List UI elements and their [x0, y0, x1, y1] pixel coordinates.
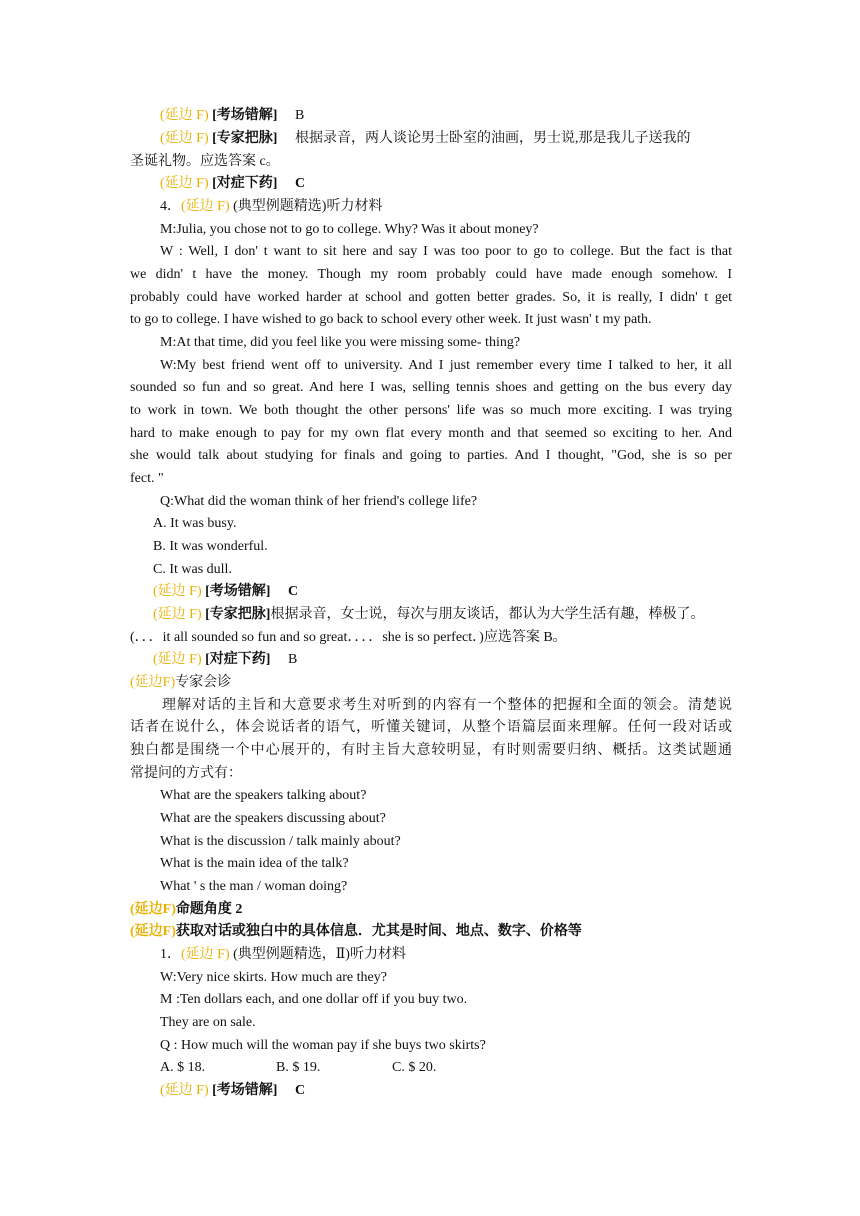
source-tag: (延边 F) — [160, 108, 209, 123]
section-title: 专家会诊 — [175, 675, 232, 690]
paragraph-line: 常提问的方式有： — [130, 766, 242, 781]
option-a: A. $ 18. — [160, 1060, 206, 1075]
dialogue-line: we didn' t have the money. Though my room probably could have made enough somehow. I — [130, 267, 732, 282]
analysis-continuation: 圣诞礼物。应选答案 c。 — [130, 154, 280, 169]
source-tag: (延边F) — [130, 675, 176, 690]
section-title: 命题角度 2 — [175, 902, 243, 917]
dialogue-line: M:Julia, you chose not to go to college. Why? Was it about money? — [160, 222, 539, 237]
dialogue-line: W:Very nice skirts. How much are they? — [160, 970, 387, 985]
answer-text: B — [294, 108, 305, 123]
answer-text: C — [294, 1083, 306, 1098]
options-row — [160, 1057, 732, 1080]
example-question: What are the speakers discussing about? — [160, 811, 386, 826]
option-c: C. It was dull. — [153, 562, 232, 577]
paragraph-line: 话者在说什么，体会说话者的语气，听懂关键词，从整个语篇层面来理解。任何一段对话或 — [130, 720, 732, 735]
question-line: Q:What did the woman think of her friend's college life? — [160, 494, 478, 509]
section-heading-expert-consult — [130, 672, 732, 695]
source-tag: (延边 F) — [153, 607, 202, 622]
dialogue-line: W : Well, I don' t want to sit here and say I was too poor to go to college. But the fact is that — [160, 244, 732, 259]
question-number: 1． — [160, 947, 181, 962]
source-tag: (延边 F) — [181, 947, 230, 962]
answer-text: C — [294, 176, 306, 191]
section-subtitle: 获取对话或独白中的具体信息．尤其是时间、地点、数字、价格等 — [175, 924, 582, 939]
label-correct-answer: [对症下药] — [205, 652, 271, 667]
label-wrong-answer: [考场错解] — [212, 1083, 278, 1098]
example-question: What is the main idea of the talk? — [160, 856, 349, 871]
section-heading-angle-2 — [130, 899, 732, 922]
dialogue-line: hard to make enough to pay for my own flat every month and that seemed so exciting to her. And — [130, 426, 732, 441]
dialogue-line: probably could have worked harder at school and gotten better grades. So, it is really, I didn' t get — [130, 290, 732, 305]
paragraph-line: 理解对话的主旨和大意要求考生对听到的内容有一个整体的把握和全面的领会。清楚说 — [162, 698, 732, 713]
question-number: 4． — [160, 199, 181, 214]
dialogue-line: sounded so fun and so great. And here I was, selling tennis shoes and getting on the bus every day — [130, 380, 732, 395]
question-title: (典型例题精选，Ⅱ)听力材料 — [233, 947, 406, 962]
answer-wrong-line — [160, 105, 732, 128]
answer-text: B — [287, 652, 298, 667]
source-tag: (延边F) — [130, 902, 176, 917]
label-wrong-answer: [考场错解] — [205, 584, 271, 599]
section-subheading — [130, 921, 732, 944]
source-tag: (延边 F) — [153, 652, 202, 667]
source-tag: (延边 F) — [160, 131, 209, 146]
dialogue-line: to work in town. We both thought the other persons' life was so much more exciting. I was trying — [130, 403, 732, 418]
example-question: What ' s the man / woman doing? — [160, 879, 348, 894]
correct-answer-line — [160, 173, 732, 196]
question-line: Q : How much will the woman pay if she buys two skirts? — [160, 1038, 486, 1053]
label-expert-analysis: [专家把脉] — [205, 607, 271, 622]
dialogue-line: They are on sale. — [160, 1015, 256, 1030]
answer-wrong-line — [153, 581, 732, 604]
option-c: C. $ 20. — [392, 1060, 437, 1075]
option-b: B. It was wonderful. — [153, 539, 268, 554]
source-tag: (延边 F) — [160, 1083, 209, 1098]
question-title: (典型例题精选)听力材料 — [233, 199, 383, 214]
question-heading — [160, 196, 732, 219]
option-b: B. $ 19. — [276, 1060, 321, 1075]
analysis-text: 根据录音，两人谈论男士卧室的油画，男士说,那是我儿子送我的 — [294, 131, 691, 146]
answer-wrong-line — [160, 1080, 732, 1103]
paragraph-line: 独白都是围绕一个中心展开的，有时主旨大意较明显，有时则需要归纳、概括。这类试题通 — [130, 743, 732, 758]
analysis-text: 根据录音，女士说，每次与朋友谈话，都认为大学生活有趣，棒极了。 — [270, 607, 705, 622]
example-question: What are the speakers talking about? — [160, 788, 367, 803]
dialogue-line: to go to college. I have wished to go back to school every other week. It just wasn' t my path. — [130, 312, 652, 327]
dialogue-line: M :Ten dollars each, and one dollar off if you buy two. — [160, 992, 468, 1007]
answer-text: C — [287, 584, 299, 599]
question-heading — [160, 944, 732, 967]
example-question: What is the discussion / talk mainly about? — [160, 834, 401, 849]
label-wrong-answer: [考场错解] — [212, 108, 278, 123]
source-tag: (延边 F) — [153, 584, 202, 599]
analysis-continuation: (．．．it all sounded so fun and so great．．．．she is so perfect．)应选答案 B。 — [130, 630, 567, 645]
label-correct-answer: [对症下药] — [212, 176, 278, 191]
label-expert-analysis: [专家把脉] — [212, 131, 278, 146]
source-tag: (延边 F) — [160, 176, 209, 191]
dialogue-line: fect. " — [130, 471, 164, 486]
expert-analysis-line — [153, 604, 732, 627]
option-a: A. It was busy. — [153, 516, 237, 531]
dialogue-line: M:At that time, did you feel like you were missing some- thing? — [160, 335, 521, 350]
source-tag: (延边F) — [130, 924, 176, 939]
dialogue-line: W:My best friend went off to university. And I just remember every time I talked to her, it all — [160, 358, 732, 373]
dialogue-line: she would talk about studying for finals and going to parties. And I thought, "God, she is so per — [130, 448, 732, 463]
source-tag: (延边 F) — [181, 199, 230, 214]
correct-answer-line — [153, 649, 732, 672]
expert-analysis-line — [160, 128, 732, 151]
